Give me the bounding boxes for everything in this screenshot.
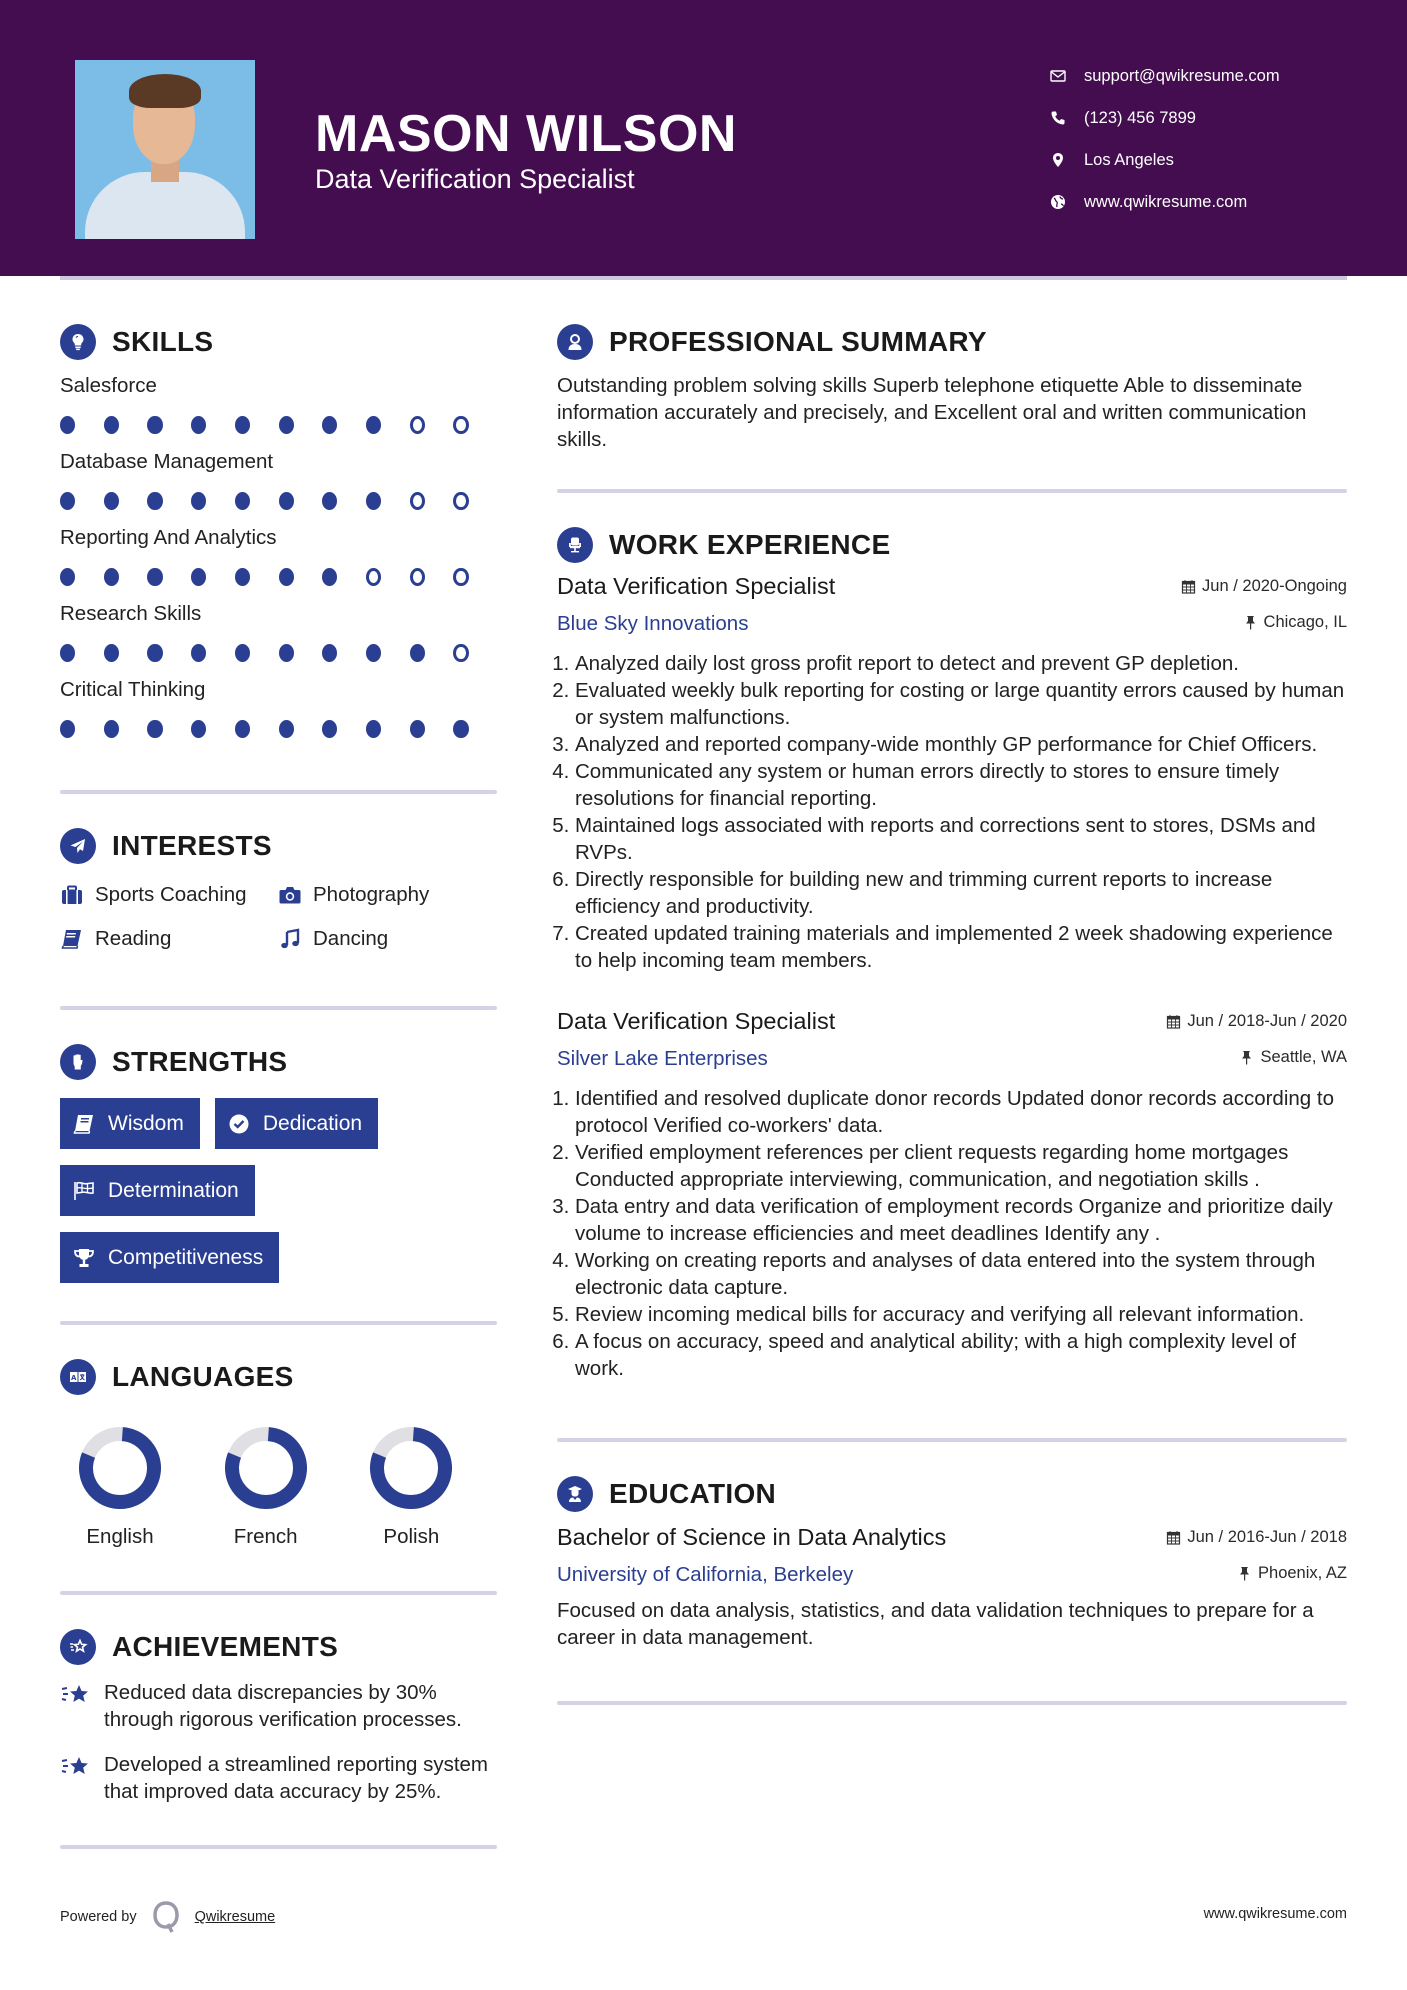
section-divider: [557, 1438, 1347, 1442]
rating-dot-filled: [60, 568, 75, 586]
experience-section: [557, 523, 1347, 1442]
header-divider: [60, 276, 1347, 280]
strength-label: Wisdom: [108, 1111, 184, 1135]
job-entry: [557, 1008, 1347, 1382]
achievement-text: Reduced data discrepancies by 30% through rigorous verification processes.: [104, 1681, 462, 1731]
interests-heading: [60, 824, 497, 868]
rating-dot-filled: [235, 644, 250, 662]
language-donut-chart: [223, 1425, 309, 1511]
rating-dot-filled: [191, 720, 206, 738]
job-bullet: 4. Working on creating reports and analyses of data entered into the system through electronic data capture.: [575, 1247, 1347, 1301]
rating-dot-empty: [366, 568, 381, 586]
contact-email[interactable]: [1050, 55, 1280, 97]
rating-dot-filled: [279, 492, 294, 510]
skill-rating: [60, 410, 497, 440]
pushpin-icon: [1243, 615, 1258, 630]
job-title-line: [557, 1008, 1347, 1035]
candidate-title: Data Verification Specialist: [315, 164, 635, 194]
summary-title: PROFESSIONAL SUMMARY: [609, 326, 987, 357]
skill-name: Salesforce: [60, 374, 157, 397]
rating-dot-filled: [366, 492, 381, 510]
book-icon: [72, 1113, 96, 1135]
photo-shirt: [85, 172, 245, 239]
paper-plane-icon: [60, 828, 96, 864]
skill-rating: [60, 638, 497, 668]
education-location: [1237, 1564, 1347, 1583]
rating-dot-filled: [60, 720, 75, 738]
rating-dot-filled: [104, 416, 119, 434]
rating-dot-filled: [366, 644, 381, 662]
contact-phone[interactable]: [1050, 97, 1280, 139]
job-company: Blue Sky Innovations: [557, 612, 749, 635]
rating-dot-filled: [147, 416, 162, 434]
languages-section: [60, 1355, 497, 1595]
education-degree-line: [557, 1524, 1347, 1551]
skill-rating: [60, 562, 497, 592]
resume-header: [0, 0, 1407, 276]
rating-dot-empty: [410, 416, 425, 434]
check-circle-icon: [227, 1113, 251, 1135]
job-bullet: 3. Data entry and data verification of employment records Organize and prioritize daily volume to increase efficiencies and meet deadlines Identify any .: [575, 1193, 1347, 1247]
strengths-section: [60, 1040, 497, 1325]
education-dates-text: Jun / 2016-Jun / 2018: [1187, 1528, 1347, 1546]
rating-dot-filled: [410, 644, 425, 662]
interest-label: Photography: [313, 883, 430, 906]
achievements-heading: [60, 1625, 497, 1669]
education-description: Focused on data analysis, statistics, and data validation techniques to prepare for a career in data management.: [557, 1599, 1314, 1649]
job-dates-text: Jun / 2018-Jun / 2020: [1187, 1012, 1347, 1030]
user-icon: [557, 324, 593, 360]
rating-dot-filled: [191, 644, 206, 662]
job-title-line: [557, 573, 1347, 600]
job-bullet: 4. Communicated any system or human errors directly to stores to ensure timely resolutions for financial reporting.: [575, 758, 1347, 812]
jobs-list: [557, 573, 1347, 1382]
briefcase-icon: [60, 884, 84, 906]
job-bullet: 1. Analyzed daily lost gross profit report to detect and prevent GP depletion.: [575, 650, 1347, 677]
rating-dot-filled: [279, 720, 294, 738]
achievement-item: [60, 1679, 497, 1733]
strength-badge: [60, 1165, 255, 1216]
skills-section: [60, 320, 497, 794]
rating-dot-filled: [191, 568, 206, 586]
language-item: [206, 1425, 352, 1549]
globe-icon: [1050, 194, 1084, 210]
education-degree: Bachelor of Science in Data Analytics: [557, 1524, 947, 1550]
rating-dot-filled: [279, 644, 294, 662]
languages-list: [60, 1425, 497, 1549]
interest-item: [278, 926, 497, 952]
section-divider: [60, 790, 497, 794]
job-location-text: Seattle, WA: [1260, 1048, 1347, 1066]
contact-website-text: www.qwikresume.com: [1084, 192, 1248, 211]
camera-icon: [278, 884, 302, 906]
achievement-text: Developed a streamlined reporting system that improved data accuracy by 25%.: [104, 1753, 488, 1803]
interest-label: Reading: [95, 927, 172, 950]
calendar-icon: [1181, 579, 1196, 594]
summary-heading: [557, 320, 1347, 364]
skills-list: [60, 374, 497, 744]
job-company-line: [557, 612, 1347, 636]
strength-label: Dedication: [262, 1111, 363, 1135]
contact-location-text: Los Angeles: [1084, 150, 1174, 169]
achievements-title: ACHIEVEMENTS: [112, 1631, 339, 1662]
interests-section: [60, 824, 497, 1010]
rating-dot-filled: [60, 644, 75, 662]
rating-dot-empty: [453, 492, 468, 510]
strengths-title: STRENGTHS: [112, 1046, 288, 1077]
section-divider: [60, 1845, 497, 1849]
rating-dot-empty: [410, 568, 425, 586]
rating-dot-filled: [147, 720, 162, 738]
rating-dot-filled: [279, 416, 294, 434]
job-location: [1243, 613, 1347, 632]
summary-section: [557, 320, 1347, 493]
job-bullets: [557, 1085, 1347, 1382]
job-bullets: [557, 650, 1347, 974]
education-heading: [557, 1472, 1347, 1516]
section-divider: [557, 489, 1347, 493]
job-title: Data Verification Specialist: [557, 573, 836, 599]
pushpin-icon: [1237, 1566, 1252, 1581]
job-bullet: 6. Directly responsible for building new and trimming current reports to increase efficiency and productivity.: [575, 866, 1347, 920]
skill-rating: [60, 486, 497, 516]
interests-title: INTERESTS: [112, 830, 272, 861]
calendar-icon: [1166, 1530, 1181, 1545]
skill-rating: [60, 714, 497, 744]
language-item: [60, 1425, 206, 1549]
strength-label: Determination: [108, 1178, 239, 1202]
rating-dot-filled: [60, 492, 75, 510]
language-item: [351, 1425, 497, 1549]
photo-hair: [129, 74, 201, 108]
graduate-icon: [557, 1476, 593, 1512]
rating-dot-filled: [279, 568, 294, 586]
education-location-text: Phoenix, AZ: [1258, 1564, 1347, 1582]
rating-dot-filled: [104, 492, 119, 510]
contact-location: [1050, 139, 1280, 181]
job-entry: [557, 573, 1347, 974]
powered-by-text: Powered by: [60, 1909, 137, 1925]
svg-text:A: A: [70, 1374, 77, 1382]
section-divider: [60, 1321, 497, 1325]
language-donut-chart: [368, 1425, 454, 1511]
rating-dot-empty: [453, 416, 468, 434]
rating-dot-filled: [322, 720, 337, 738]
experience-title: WORK EXPERIENCE: [609, 529, 891, 560]
rating-dot-filled: [322, 644, 337, 662]
contact-list: [1050, 55, 1280, 223]
job-bullet: 6. A focus on accuracy, speed and analytical ability; with a high complexity level of work.: [575, 1328, 1347, 1382]
education-school-line: [557, 1563, 1347, 1587]
language-name: English: [86, 1525, 154, 1548]
rating-dot-filled: [235, 492, 250, 510]
job-location: [1239, 1048, 1347, 1067]
contact-email-text: support@qwikresume.com: [1084, 66, 1280, 85]
job-bullet: 2. Verified employment references per client requests regarding home mortgages Conducted appropriate interviewing, communication, and negotiation skills .: [575, 1139, 1347, 1193]
skill-name: Database Management: [60, 450, 274, 473]
rating-dot-filled: [60, 416, 75, 434]
languages-heading: [60, 1355, 497, 1399]
interests-list: [60, 882, 497, 952]
achievements-section: [60, 1625, 497, 1849]
language-name: French: [233, 1525, 298, 1548]
fist-icon: [60, 1044, 96, 1080]
music-note-icon: [278, 928, 302, 950]
job-title: Data Verification Specialist: [557, 1008, 836, 1034]
languages-title: LANGUAGES: [112, 1361, 294, 1392]
job-bullet: 2. Evaluated weekly bulk reporting for costing or large quantity errors caused by human or system malfunctions.: [575, 677, 1347, 731]
shooting-star-icon: [60, 1629, 96, 1665]
language-icon: [60, 1359, 96, 1395]
rating-dot-filled: [235, 568, 250, 586]
rating-dot-empty: [410, 492, 425, 510]
interest-item: [60, 926, 278, 952]
rating-dot-filled: [366, 416, 381, 434]
office-chair-icon: [557, 527, 593, 563]
book-icon: [60, 928, 84, 950]
interest-item: [60, 882, 278, 908]
rating-dot-filled: [410, 720, 425, 738]
job-dates-text: Jun / 2020-Ongoing: [1202, 577, 1347, 595]
job-bullet: 7. Created updated training materials and implemented 2 week shadowing experience to help incoming team members.: [575, 920, 1347, 974]
shooting-star-icon: [60, 1754, 92, 1780]
trophy-icon: [72, 1247, 96, 1269]
rating-dot-filled: [322, 492, 337, 510]
lightbulb-icon: [60, 324, 96, 360]
rating-dot-filled: [104, 644, 119, 662]
skill-name: Research Skills: [60, 602, 202, 625]
language-donut-chart: [77, 1425, 163, 1511]
rating-dot-filled: [235, 416, 250, 434]
pushpin-icon: [1239, 1050, 1254, 1065]
rating-dot-empty: [453, 568, 468, 586]
footer-website[interactable]: www.qwikresume.com: [1203, 1906, 1347, 1922]
interest-item: [278, 882, 497, 908]
job-bullet: 5. Review incoming medical bills for accuracy and verifying all relevant information.: [575, 1301, 1347, 1328]
phone-icon: [1050, 110, 1084, 126]
strengths-heading: [60, 1040, 497, 1084]
strength-badge: [215, 1098, 378, 1149]
interest-label: Sports Coaching: [95, 883, 247, 906]
achievement-item: [60, 1751, 497, 1805]
candidate-name: MASON WILSON: [315, 105, 737, 163]
rating-dot-filled: [147, 568, 162, 586]
flag-checkered-icon: [72, 1180, 96, 1202]
job-bullet: 1. Identified and resolved duplicate donor records Updated donor records according to protocol Verified co-workers' data.: [575, 1085, 1347, 1139]
section-divider: [60, 1591, 497, 1595]
education-dates: [1166, 1528, 1347, 1547]
map-marker-icon: [1050, 152, 1084, 168]
contact-phone-text: (123) 456 7899: [1084, 108, 1196, 127]
skills-title: SKILLS: [112, 326, 214, 357]
job-bullet: 3. Analyzed and reported company-wide monthly GP performance for Chief Officers.: [575, 731, 1347, 758]
calendar-icon: [1166, 1014, 1181, 1029]
job-bullet: 5. Maintained logs associated with reports and corrections sent to stores, DSMs and RVPs.: [575, 812, 1347, 866]
experience-heading: [557, 523, 1347, 567]
skills-heading: [60, 320, 497, 364]
rating-dot-empty: [453, 644, 468, 662]
job-company-line: [557, 1047, 1347, 1071]
language-name: Polish: [383, 1525, 440, 1548]
rating-dot-filled: [322, 568, 337, 586]
rating-dot-filled: [453, 720, 468, 738]
section-divider: [557, 1701, 1347, 1705]
strengths-list: [60, 1098, 440, 1283]
rating-dot-filled: [104, 568, 119, 586]
education-section: [557, 1472, 1347, 1705]
right-column: [557, 320, 1347, 1705]
section-divider: [60, 1006, 497, 1010]
rating-dot-filled: [366, 720, 381, 738]
job-company: Silver Lake Enterprises: [557, 1047, 768, 1070]
strength-badge: [60, 1232, 279, 1283]
strength-label: Competitiveness: [108, 1245, 264, 1269]
rating-dot-filled: [147, 492, 162, 510]
skill-name: Reporting And Analytics: [60, 526, 277, 549]
interest-label: Dancing: [313, 927, 389, 950]
skill-name: Critical Thinking: [60, 678, 206, 701]
rating-dot-filled: [104, 720, 119, 738]
rating-dot-filled: [322, 416, 337, 434]
qwikresume-logo-icon: [151, 1900, 181, 1934]
job-dates: [1181, 577, 1347, 596]
education-school: University of California, Berkeley: [557, 1563, 854, 1586]
contact-website[interactable]: [1050, 181, 1280, 223]
education-title: EDUCATION: [609, 1478, 777, 1509]
profile-photo: [75, 60, 255, 239]
job-dates: [1166, 1012, 1347, 1031]
footer-powered-by: [60, 1900, 275, 1934]
rating-dot-filled: [191, 416, 206, 434]
envelope-icon: [1050, 68, 1084, 84]
rating-dot-filled: [235, 720, 250, 738]
qwikresume-link[interactable]: Qwikresume: [194, 1909, 276, 1925]
left-column: [60, 320, 497, 1849]
summary-text: Outstanding problem solving skills Superb telephone etiquette Able to disseminate information accurately and precisely, and Excellent oral and written communication skills.: [557, 374, 1307, 451]
job-location-text: Chicago, IL: [1263, 613, 1347, 631]
rating-dot-filled: [147, 644, 162, 662]
rating-dot-filled: [191, 492, 206, 510]
shooting-star-icon: [60, 1682, 92, 1708]
strength-badge: [60, 1098, 200, 1149]
